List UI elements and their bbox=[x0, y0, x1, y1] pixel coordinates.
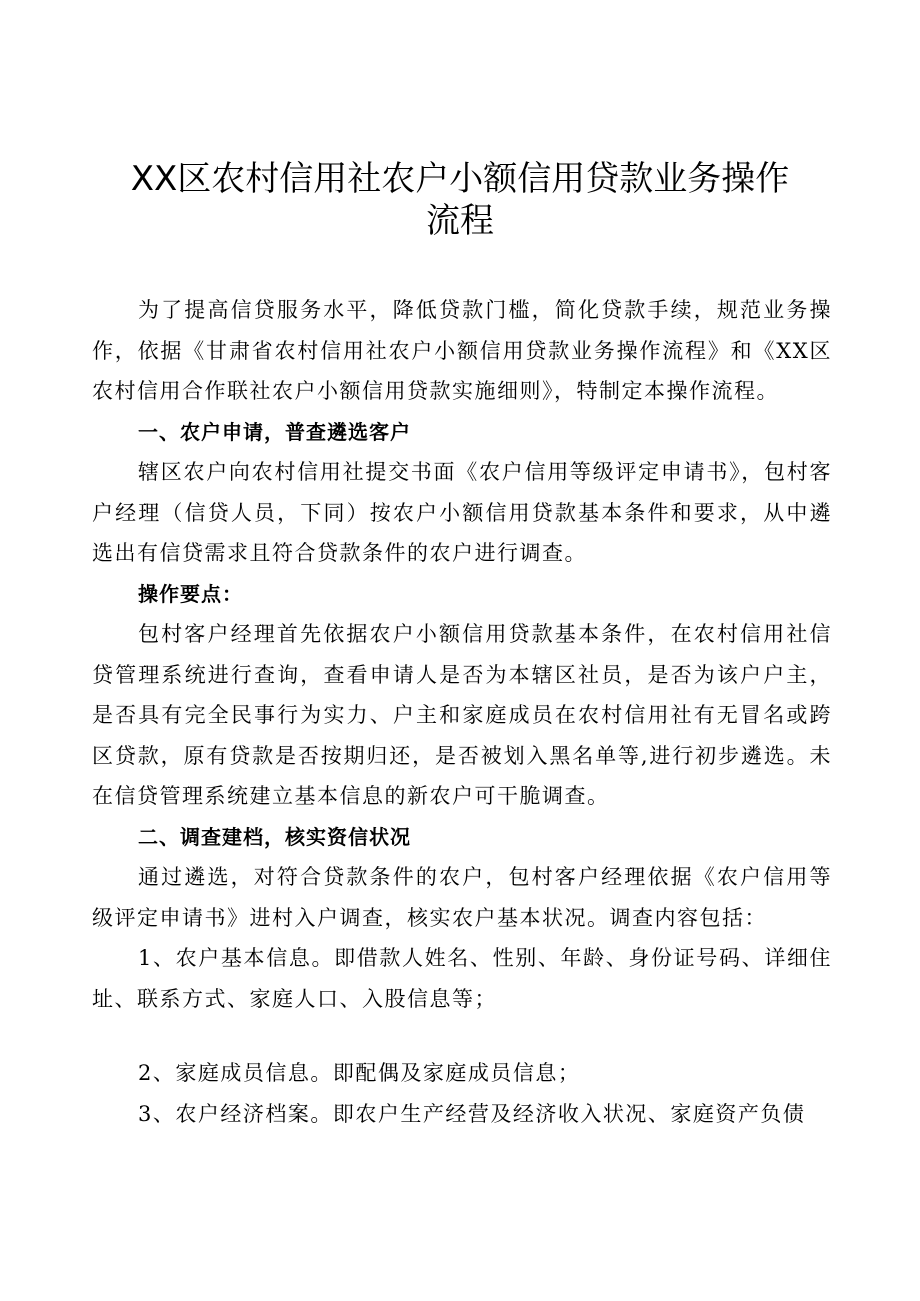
section-1-heading: 一、农户申请，普查遴选客户 bbox=[138, 419, 411, 444]
list-item-1: 1、农户基本信息。即借款人姓名、性别、年龄、身份证号码、详细住址、联系方式、家庭人口、入股信息等； bbox=[92, 946, 832, 1011]
title-line-2: 流程 bbox=[426, 201, 494, 241]
key-points-paragraph: 包村客户经理首先依据农户小额信用贷款基本条件，在农村信用社信贷管理系统进行查询，查看申请人是否为本辖区社员，是否为该户户主，是否具有完全民事行为实力、户主和家庭成员在农村信用社有无冒名或跨区贷款，原有贷款是否按期归还，是否被划入黑名单等,进行初步遴选。未在信贷管理系统建立基本信息的新农户可干脆调查。 bbox=[92, 622, 832, 808]
section-2-paragraph: 通过遴选，对符合贷款条件的农户，包村客户经理依据《农户信用等级评定申请书》进村入户调查，核实农户基本状况。调查内容包括： bbox=[92, 865, 832, 930]
blank-line bbox=[92, 1019, 832, 1053]
section-1-paragraph: 辖区农户向农村信用社提交书面《农户信用等级评定申请书》，包村客户经理（信贷人员，下同）按农户小额信用贷款基本条件和要求，从中遴选出有信贷需求且符合贷款条件的农户进行调查。 bbox=[92, 460, 832, 565]
list-item-3: 3、农户经济档案。即农户生产经营及经济收入状况、家庭资产负债 bbox=[138, 1101, 806, 1126]
key-points-heading: 操作要点： bbox=[138, 581, 243, 606]
intro-paragraph: 为了提高信贷服务水平，降低贷款门槛，简化贷款手续，规范业务操作，依据《甘肃省农村信用社农户小额信用贷款业务操作流程》和《XX区农村信用合作联社农户小额信用贷款实施细则》，特制定本操作流程。 bbox=[92, 298, 832, 403]
document-title bbox=[92, 158, 828, 242]
section-2-heading: 二、调查建档，核实资信状况 bbox=[138, 824, 411, 849]
list-item-2: 2、家庭成员信息。即配偶及家庭成员信息； bbox=[138, 1061, 581, 1085]
title-line-1: XX区农村信用社农户小额信用贷款业务操作 bbox=[130, 159, 790, 199]
document-body bbox=[92, 290, 832, 1134]
